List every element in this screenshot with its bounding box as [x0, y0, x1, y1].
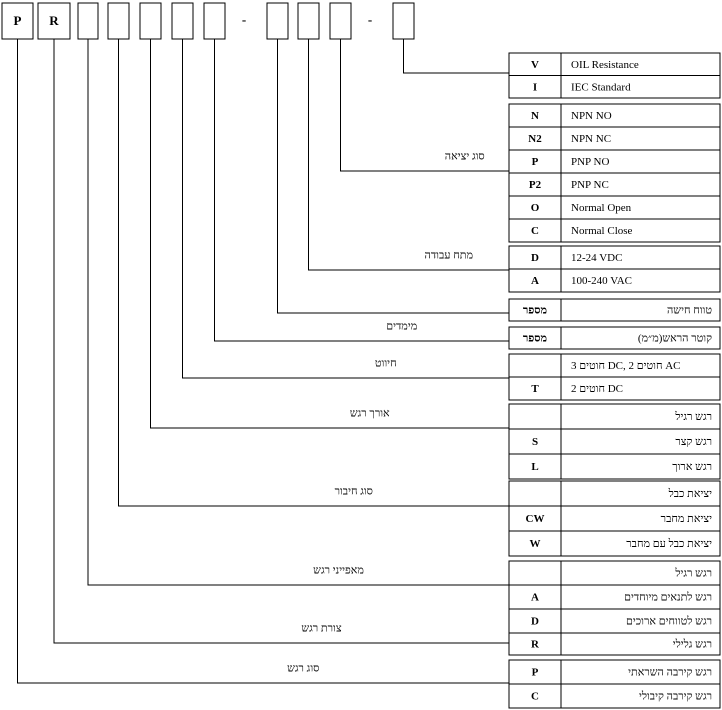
- category-label: צורת רגש: [301, 622, 342, 635]
- option-description: NPN NO: [571, 110, 612, 123]
- option-description: יציאת כבל עם מחבר: [626, 538, 712, 551]
- header-box-5: [140, 3, 161, 39]
- separator-dash: -: [241, 11, 247, 27]
- option-group-2: [509, 104, 720, 242]
- header-box-7: [204, 3, 225, 39]
- category-label: מימדים: [386, 320, 418, 333]
- header-box-4: [108, 3, 129, 39]
- option-code: T: [531, 383, 539, 396]
- connector-9: [88, 39, 509, 585]
- connector-11: [18, 39, 510, 683]
- category-label: אורך רגש: [349, 407, 390, 420]
- option-code: R: [531, 638, 539, 651]
- category-label: מאפייני רגש: [313, 564, 364, 577]
- category-label: חיווט: [374, 357, 397, 370]
- option-description: IEC Standard: [571, 81, 631, 94]
- option-code: I: [532, 81, 538, 94]
- option-description: רגש קצר: [675, 436, 712, 449]
- option-code: N2: [528, 133, 542, 146]
- option-group-8: [509, 481, 720, 556]
- option-description: יציאת כבל: [668, 488, 712, 501]
- option-description: רגש לתנאים מיוחדים: [624, 591, 712, 604]
- option-description: טווח חישה: [666, 304, 712, 317]
- option-description: יציאת מחבר: [660, 513, 712, 526]
- option-description: קוטר הראש(מ״מ): [637, 332, 712, 345]
- connector-5: [215, 39, 510, 341]
- option-code: C: [531, 225, 539, 238]
- connector-8: [119, 39, 510, 506]
- header-box-8: [267, 3, 288, 39]
- option-description: 100-240 VAC: [571, 275, 633, 288]
- option-code: מספר: [522, 332, 548, 345]
- category-label: סוג רגש: [287, 662, 320, 675]
- option-group-3: [509, 246, 720, 292]
- connector-7: [151, 39, 510, 428]
- option-code: C: [531, 690, 539, 703]
- header-box-11: [393, 3, 414, 39]
- option-description: PNP NC: [571, 179, 609, 192]
- option-description: Normal Open: [571, 202, 632, 215]
- header-box-1: [2, 3, 33, 39]
- connector-2: [341, 39, 510, 171]
- option-group-10: [509, 633, 720, 655]
- option-code: W: [529, 538, 541, 551]
- category-label: סוג יציאה: [444, 150, 485, 163]
- option-code: S: [531, 436, 539, 449]
- option-description: רגש לטווחים ארוכים: [626, 615, 712, 628]
- option-code: CW: [525, 513, 545, 526]
- option-code: O: [530, 202, 540, 215]
- option-description: 12-24 VDC: [571, 252, 623, 265]
- option-code: A: [531, 591, 539, 604]
- option-group-7: [509, 404, 720, 479]
- option-description: 3 חוטים DC, 2 חוטים AC: [571, 360, 681, 373]
- option-description: Normal Close: [571, 225, 633, 238]
- connector-4: [278, 39, 510, 313]
- category-label: סוג חיבור: [334, 485, 373, 498]
- header-boxes: [2, 3, 414, 39]
- option-group-1: [509, 53, 720, 98]
- option-description: רגש קירבה השראתי: [628, 666, 712, 679]
- separator-dash: -: [367, 11, 373, 27]
- header-box-10: [330, 3, 351, 39]
- option-group-9: [509, 561, 720, 633]
- option-description: NPN NC: [571, 133, 612, 146]
- option-group-4: [509, 299, 720, 321]
- option-description: OIL Resistance: [571, 58, 639, 71]
- option-tables: [509, 53, 720, 708]
- option-code: מספר: [522, 304, 548, 317]
- option-code: D: [531, 615, 539, 628]
- option-group-6: [509, 354, 720, 400]
- option-description: רגש רגיל: [675, 567, 712, 580]
- header-letter: R: [49, 12, 59, 28]
- option-code: P: [531, 156, 539, 169]
- option-description: רגש רגיל: [675, 411, 712, 424]
- option-code: D: [531, 252, 539, 265]
- option-description: רגש ארוך: [672, 461, 712, 474]
- header-box-2: [38, 3, 70, 39]
- header-box-9: [298, 3, 319, 39]
- option-description: PNP NO: [571, 156, 610, 169]
- header-box-3: [78, 3, 98, 39]
- header-box-6: [172, 3, 193, 39]
- option-code: P2: [528, 179, 542, 192]
- option-group-5: [509, 327, 720, 349]
- header-letter: P: [13, 12, 22, 28]
- connector-lines: [18, 39, 510, 683]
- option-code: A: [531, 275, 539, 288]
- option-code: V: [531, 58, 539, 71]
- option-group-11: [509, 660, 720, 708]
- option-code: N: [531, 110, 539, 123]
- option-description: 2 חוטים DC: [571, 383, 623, 396]
- option-code: L: [531, 461, 539, 474]
- option-code: P: [531, 666, 539, 679]
- option-description: רגש קירבה קיבולי: [638, 690, 712, 703]
- connector-1: [404, 39, 510, 73]
- category-label: מתח עבודה: [424, 249, 473, 262]
- option-description: רגש גלילי: [672, 638, 712, 651]
- connector-6: [183, 39, 510, 378]
